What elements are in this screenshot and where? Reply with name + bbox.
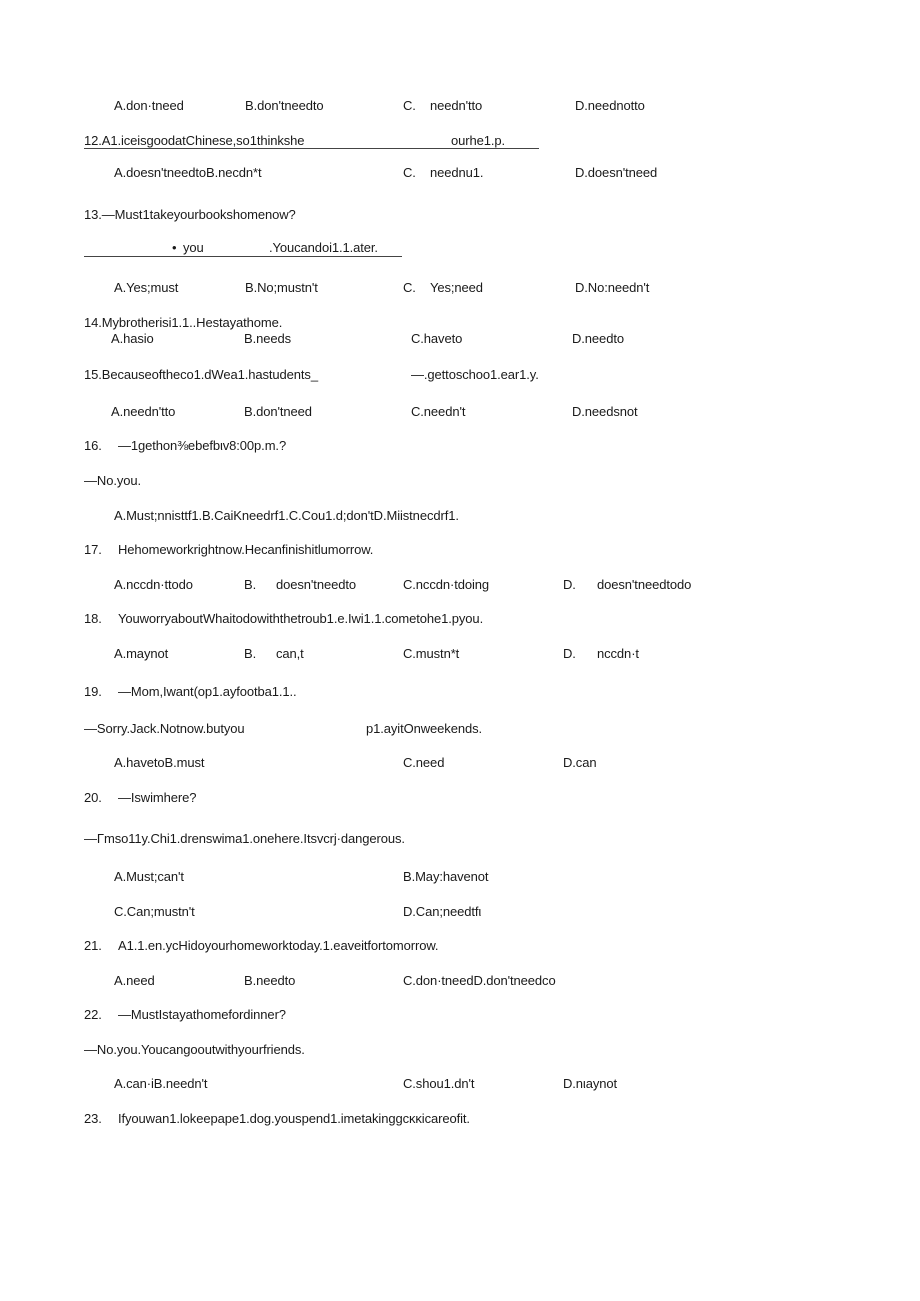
q21-option-cd: C.don·tneedD.don'tneedco — [403, 973, 556, 988]
q18-option-b-letter: B. — [244, 646, 257, 661]
q13-option-c: Yes;need — [430, 280, 483, 295]
q20-stem: —Iswimhere? — [118, 790, 197, 805]
q20-option-b: B.May:havenot — [403, 869, 489, 884]
q18-option-c: C.mustn*t — [403, 646, 460, 661]
q21-number: 21. — [84, 938, 102, 953]
q14-option-a: A.hasio — [111, 331, 154, 346]
q18-option-b: can,t — [276, 646, 304, 661]
q14-option-b: B.needs — [244, 331, 292, 346]
q21-option-b: B.needto — [244, 973, 296, 988]
q11-option-c-letter: C. — [403, 98, 416, 113]
q16-stem: —1gethon⅜ebefbιv8:00p.m.? — [118, 438, 287, 453]
q17-option-b: doesn'tneedto — [276, 577, 356, 592]
q11-option-b: B.don'tneedto — [245, 98, 324, 113]
q15-option-a: A.needn'tto — [111, 404, 176, 419]
q19-stem: —Mom,Iwant(op1.ayfootba1.1.. — [118, 684, 297, 699]
q17-option-c: C.nccdn·tdoing — [403, 577, 490, 592]
q18-option-d-letter: D. — [563, 646, 576, 661]
q13-option-d: D.No:needn't — [575, 280, 650, 295]
q17-option-b-letter: B. — [244, 577, 257, 592]
q17-stem: Hehomeworkrightnow.Hecanfinishitlumorrow. — [118, 542, 374, 557]
q19-option-ab: A.havetoB.must — [114, 755, 205, 770]
q15-stem: 15.Becauseoftheco1.dWea1.hastudents_ — [84, 367, 318, 382]
q22-option-ab: A.can·iB.needn't — [114, 1076, 208, 1091]
q16-reply: —No.you. — [84, 473, 142, 488]
q18-stem: YouworryaboutWhaitodowiththetroub1.e.Iwi1.1.cometohe1.pyou. — [118, 611, 484, 626]
q12-option-c-letter: C. — [403, 165, 416, 180]
q14-option-d: D.needto — [572, 331, 624, 346]
q20-reply: —Γmso11y.Chi1.drenswima1.onehere.Itsvcrj·dangerous. — [84, 831, 405, 846]
q20-option-c: C.Can;mustn't — [114, 904, 195, 919]
q12-option-d: D.doesn'tneed — [575, 165, 658, 180]
q19-number: 19. — [84, 684, 102, 699]
q19-reply: —Sorry.Jack.Notnow.butyou — [84, 721, 245, 736]
q11-option-d: D.neednotto — [575, 98, 645, 113]
q19-option-d: D.can — [563, 755, 597, 770]
q14-option-c: C.haveto — [411, 331, 463, 346]
q13-option-c-letter: C. — [403, 280, 416, 295]
q22-number: 22. — [84, 1007, 102, 1022]
q21-stem: A1.1.en.ycHidoyourhomeworktoday.1.eaveitfortomorrow. — [118, 938, 439, 953]
q12-option-c: neednu1. — [430, 165, 484, 180]
q13-bullet: • — [172, 240, 177, 255]
q15-option-c: C.needn't — [411, 404, 466, 419]
q17-option-a: A.nccdn·ttodo — [114, 577, 193, 592]
q20-option-d: D.Can;needtfι — [403, 904, 482, 919]
q11-option-c: needn'tto — [430, 98, 483, 113]
q12-stem: 12.A1.iceisgoodatChinese,so1thinkshe — [84, 133, 305, 148]
q18-option-d: nccdn·t — [597, 646, 639, 661]
q15-stem-end: —.gettoschoo1.ear1.y. — [411, 367, 539, 382]
q20-number: 20. — [84, 790, 102, 805]
q15-option-b: B.don'tneed — [244, 404, 312, 419]
q16-number: 16. — [84, 438, 102, 453]
q14-stem: 14.Mybrotherisi1.1..Hestayathome. — [84, 315, 283, 330]
q21-option-a: A.need — [114, 973, 155, 988]
q22-reply: —No.you.Youcangooutwithyourfriends. — [84, 1042, 305, 1057]
q15-option-d: D.needsnot — [572, 404, 638, 419]
q22-option-c: C.shou1.dn't — [403, 1076, 475, 1091]
q13-stem: 13.—Must1takeyourbookshomenow? — [84, 207, 296, 222]
q13-reply-a: you — [183, 240, 204, 255]
q12-underline — [84, 148, 539, 149]
q19-option-c: C.need — [403, 755, 445, 770]
q17-number: 17. — [84, 542, 102, 557]
q13-option-a: A.Yes;must — [114, 280, 179, 295]
q23-stem: Ifyouwan1.lokeepape1.dog.youspend1.imetakinggcκκicareofit. — [118, 1111, 470, 1126]
q23-number: 23. — [84, 1111, 102, 1126]
q19-reply-end: p1.ayitOnweekends. — [366, 721, 482, 736]
q13-reply-b: .Youcandoi1.1.ater. — [269, 240, 378, 255]
q20-option-a: A.Must;can't — [114, 869, 184, 884]
q17-option-d: doesn'tneedtodo — [597, 577, 692, 592]
q12-stem-end: ourhe1.p. — [451, 133, 506, 148]
q11-option-a: A.don·tneed — [114, 98, 184, 113]
q12-option-ab: A.doesn'tneedtoB.necdn*t — [114, 165, 262, 180]
q18-option-a: A.maynot — [114, 646, 169, 661]
q13-underline — [84, 256, 402, 257]
q17-option-d-letter: D. — [563, 577, 576, 592]
q22-stem: —MustIstayathomefordinner? — [118, 1007, 286, 1022]
q13-option-b: B.No;mustn't — [245, 280, 318, 295]
q16-options: A.Must;nnisttf1.B.CaiKneedrf1.C.Cou1.d;don'tD.Miistnecdrf1. — [114, 508, 459, 523]
q22-option-d: D.nιaynot — [563, 1076, 618, 1091]
q18-number: 18. — [84, 611, 102, 626]
